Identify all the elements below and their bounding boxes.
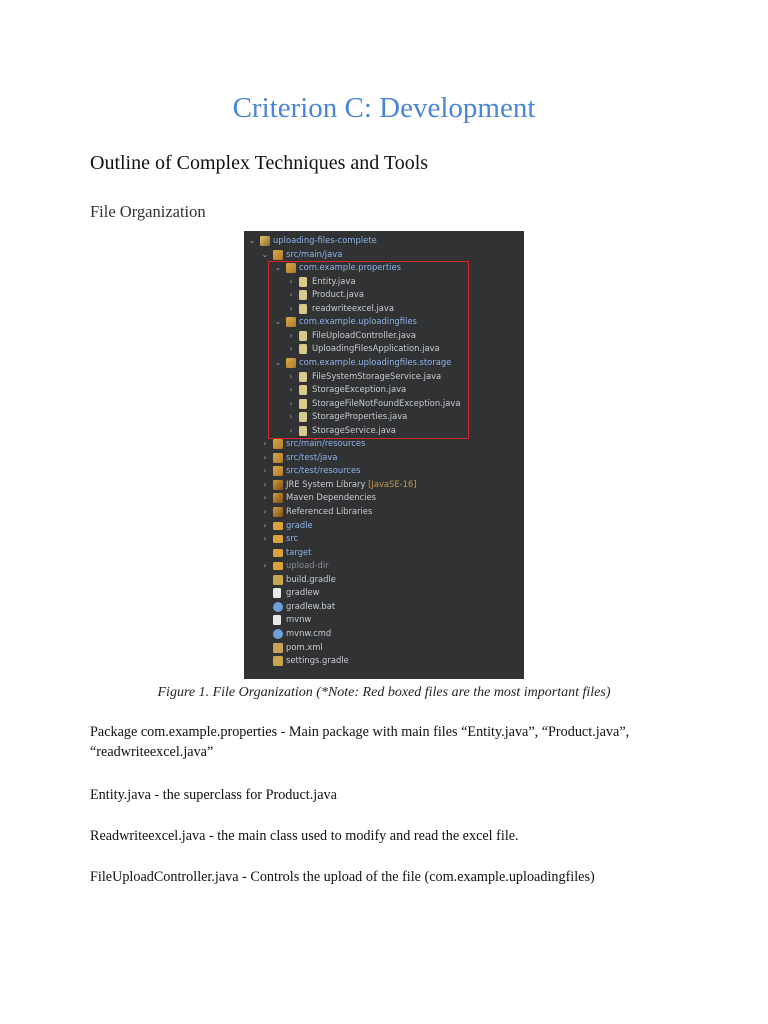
- chevron-down-icon[interactable]: ⌄: [261, 249, 269, 259]
- tree-item-label: [286, 464, 361, 478]
- tree-item[interactable]: [244, 546, 524, 560]
- tree-item-text: StorageProperties.java: [312, 411, 408, 422]
- tree-item-label: [286, 491, 376, 505]
- paragraph-readwriteexcel-description: Readwriteexcel.java - the main class used to modify and read the excel file.: [90, 828, 519, 844]
- chevron-right-icon[interactable]: ›: [263, 493, 267, 503]
- tree-item-text: Entity.java: [312, 275, 356, 286]
- library-icon: [273, 507, 283, 517]
- tree-item-text: target: [286, 546, 312, 557]
- tree-item-label: [286, 559, 329, 573]
- folder-icon: [273, 522, 283, 530]
- chevron-right-icon[interactable]: ›: [263, 534, 267, 544]
- chevron-right-icon[interactable]: ›: [289, 290, 293, 300]
- chevron-right-icon[interactable]: ›: [289, 276, 293, 286]
- tree-item[interactable]: [244, 532, 524, 546]
- chevron-right-icon[interactable]: ›: [263, 561, 267, 571]
- tree-item-label: [286, 586, 320, 600]
- tree-item-text: gradlew: [286, 587, 320, 598]
- tree-item-label: [273, 234, 377, 248]
- paragraph-entity-description: Entity.java - the superclass for Product.java: [90, 787, 337, 803]
- section-heading: Outline of Complex Techniques and Tools: [90, 152, 429, 174]
- tree-item[interactable]: [244, 613, 524, 627]
- tree-item[interactable]: [244, 586, 524, 600]
- tree-item[interactable]: [244, 451, 524, 465]
- chevron-right-icon[interactable]: ›: [289, 398, 293, 408]
- tree-item-text: src/main/resources: [286, 438, 366, 449]
- tree-item-text: mvnw: [286, 614, 312, 625]
- tree-item-text: gradlew.bat: [286, 600, 336, 611]
- chevron-right-icon[interactable]: ›: [289, 385, 293, 395]
- text-file-icon: [273, 615, 281, 625]
- tree-item-text: Referenced Libraries: [286, 506, 373, 516]
- tree-item[interactable]: [244, 654, 524, 668]
- folder-icon: [273, 549, 283, 557]
- tree-item[interactable]: [244, 573, 524, 587]
- tree-item-text: src/main/java: [286, 248, 343, 259]
- source-folder-icon: [273, 453, 283, 463]
- chevron-down-icon[interactable]: ⌄: [274, 357, 282, 367]
- library-icon: [273, 493, 283, 503]
- tree-item-text: readwriteexcel.java: [312, 302, 395, 313]
- tree-item-text: StorageFileNotFoundException.java: [312, 397, 461, 408]
- tree-item[interactable]: [244, 491, 524, 505]
- tree-item-label: [286, 654, 349, 668]
- chevron-right-icon[interactable]: ›: [263, 452, 267, 462]
- tree-item[interactable]: [244, 437, 524, 451]
- chevron-down-icon[interactable]: ⌄: [274, 263, 282, 273]
- source-folder-icon: [273, 466, 283, 476]
- tree-item-text: upload-dir: [286, 560, 329, 571]
- tree-item-text: build.gradle: [286, 573, 336, 584]
- paragraph-fileuploadcontroller-description: FileUploadController.java - Controls the upload of the file (com.example.uploadingfiles): [90, 869, 595, 885]
- tree-item-text: com.example.properties: [299, 262, 401, 273]
- important-files-highlight-box: [268, 261, 469, 439]
- tree-item[interactable]: [244, 234, 524, 248]
- tree-item-label: [286, 248, 342, 262]
- chevron-right-icon[interactable]: ›: [289, 412, 293, 422]
- tree-item-text: src: [286, 533, 299, 544]
- tree-item-text: src/test/java: [286, 451, 338, 462]
- tree-item-text: settings.gradle: [286, 655, 349, 666]
- page-title: Criterion C: Development: [232, 92, 536, 124]
- xml-file-icon: [273, 643, 283, 653]
- tree-item-label: [286, 573, 336, 587]
- tree-item-text: UploadingFilesApplication.java: [312, 343, 440, 354]
- folder-icon: [273, 535, 283, 543]
- source-folder-icon: [273, 439, 283, 449]
- tree-item-text: uploading-files-complete: [273, 235, 377, 245]
- tree-item-text: FileUploadController.java: [312, 329, 416, 340]
- gradle-file-icon: [273, 656, 283, 666]
- bat-file-icon: [273, 629, 283, 639]
- tree-item-label: [286, 451, 338, 465]
- chevron-right-icon[interactable]: ›: [289, 303, 293, 313]
- bat-file-icon: [273, 602, 283, 612]
- text-file-icon: [273, 588, 281, 598]
- tree-item[interactable]: [244, 248, 524, 262]
- tree-item[interactable]: [244, 478, 524, 492]
- tree-item[interactable]: [244, 505, 524, 519]
- tree-item-text: com.example.uploadingfiles: [299, 316, 417, 327]
- tree-item[interactable]: [244, 519, 524, 533]
- tree-item-label: [286, 546, 311, 560]
- tree-item-label: [286, 519, 313, 533]
- figure-caption: Figure 1. File Organization (*Note: Red boxed files are the most important files): [157, 685, 611, 700]
- tree-item-text: pom.xml: [286, 641, 323, 652]
- chevron-right-icon[interactable]: ›: [263, 520, 267, 530]
- tree-item-label: [286, 505, 372, 519]
- tree-item-suffix: [JavaSE-16]: [365, 478, 417, 489]
- tree-item-label: [286, 613, 311, 627]
- tree-item-text: src/test/resources: [286, 465, 361, 476]
- chevron-right-icon[interactable]: ›: [289, 344, 293, 354]
- tree-item[interactable]: [244, 559, 524, 573]
- chevron-down-icon[interactable]: ⌄: [248, 236, 256, 245]
- tree-item[interactable]: [244, 627, 524, 641]
- tree-item[interactable]: [244, 600, 524, 614]
- tree-item-text: StorageException.java: [312, 384, 407, 395]
- subsection-heading: File Organization: [90, 202, 206, 221]
- chevron-right-icon[interactable]: ›: [263, 466, 267, 476]
- chevron-right-icon[interactable]: ›: [263, 439, 267, 449]
- tree-item-text: JRE System Library: [286, 478, 366, 489]
- chevron-right-icon[interactable]: ›: [289, 425, 293, 435]
- tree-item-text: mvnw.cmd: [286, 627, 332, 638]
- tree-item-text: Product.java: [312, 289, 365, 300]
- tree-item-text: Maven Dependencies: [286, 492, 377, 503]
- chevron-right-icon[interactable]: ›: [289, 330, 293, 340]
- library-icon: [273, 480, 283, 490]
- tree-item-text: StorageService.java: [312, 424, 396, 435]
- tree-item-text: gradle: [286, 519, 313, 530]
- tree-item-text: FileSystemStorageService.java: [312, 370, 442, 381]
- source-folder-icon: [273, 250, 283, 260]
- chevron-right-icon[interactable]: ›: [263, 479, 267, 489]
- tree-item-label: [286, 532, 298, 546]
- tree-item[interactable]: [244, 464, 524, 478]
- tree-item-label: [286, 478, 417, 492]
- paragraph-package-description: Package com.example.properties - Main package with main files “Entity.java”, “Product.java”, “readwriteexcel.java”: [90, 724, 630, 760]
- tree-item-label: [286, 627, 331, 641]
- project-icon: [260, 236, 270, 246]
- tree-item-label: [286, 437, 365, 451]
- chevron-down-icon[interactable]: ⌄: [274, 317, 282, 327]
- chevron-right-icon[interactable]: ›: [263, 507, 267, 516]
- chevron-right-icon[interactable]: ›: [289, 371, 293, 381]
- gradle-file-icon: [273, 575, 283, 585]
- folder-icon: [273, 562, 283, 570]
- tree-item-label: [286, 600, 335, 614]
- tree-item[interactable]: [244, 641, 524, 655]
- tree-item-label: [286, 641, 323, 655]
- tree-item-text: com.example.uploadingfiles.storage: [299, 356, 452, 367]
